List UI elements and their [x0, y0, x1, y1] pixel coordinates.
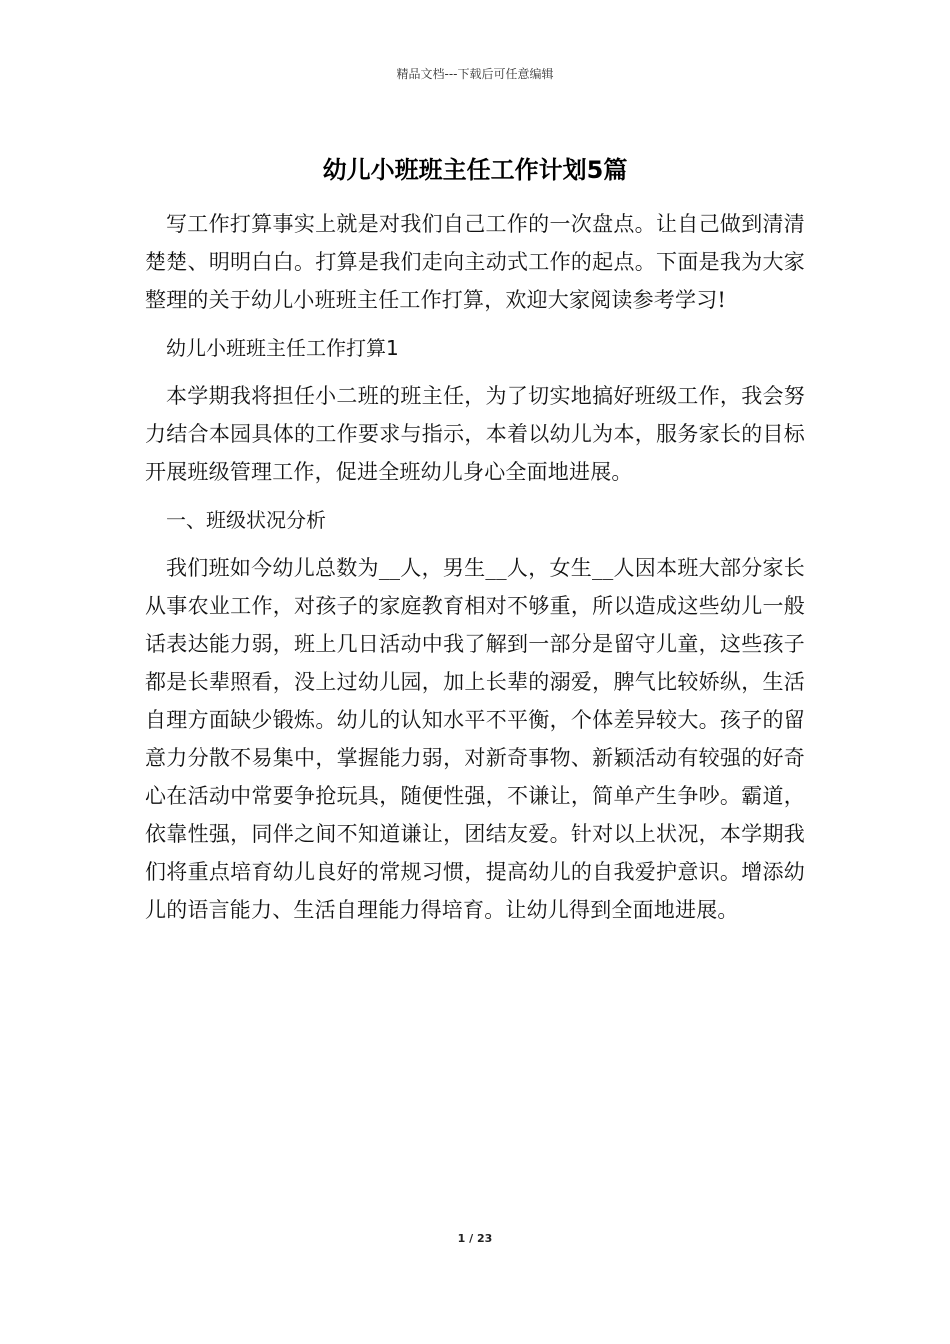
document-body: [145, 205, 805, 939]
section-title: 幼儿小班班主任工作打算1: [166, 336, 399, 360]
page-header: 精品文档---下载后可任意编辑: [396, 67, 554, 81]
subheading-class-analysis: 一、班级状况分析: [166, 508, 326, 532]
analysis-paragraph: 我们班如今幼儿总数为__人，男生__人，女生__人因本班大部分家长从事农业工作，对孩子的家庭教育相对不够重，所以造成这些幼儿一般话表达能力弱，班上几日活动中我了解到一部分是留守儿童，这些孩子都是长辈照看，没上过幼儿园，加上长辈的溺爱，脾气比较娇纵，生活自理方面缺少锻炼。幼儿的认知水平不平衡，个体差异较大。孩子的留意力分散不易集中，掌握能力弱，对新奇事物、新颖活动有较强的好奇心在活动中常要争抢玩具，随便性强，不谦让，简单产生争吵。霸道，依靠性强，同伴之间不知道谦让，团结友爱。针对以上状况，本学期我们将重点培育幼儿良好的常规习惯，提高幼儿的自我爱护意识。增添幼儿的语言能力、生活自理能力得培育。让幼儿得到全面地进展。: [145, 556, 805, 922]
document-title: 幼儿小班班主任工作计划5篇: [322, 156, 628, 184]
intro-paragraph: 写工作打算事实上就是对我们自己工作的一次盘点。让自己做到清清楚楚、明明白白。打算是我们走向主动式工作的起点。下面是我为大家整理的关于幼儿小班班主任工作打算，欢迎大家阅读参考学习!: [145, 212, 805, 312]
page-number-indicator: 1 / 23: [457, 1232, 493, 1245]
section-paragraph: 本学期我将担任小二班的班主任，为了切实地搞好班级工作，我会努力结合本园具体的工作要求与指示，本着以幼儿为本，服务家长的目标开展班级管理工作，促进全班幼儿身心全面地进展。: [145, 384, 805, 484]
